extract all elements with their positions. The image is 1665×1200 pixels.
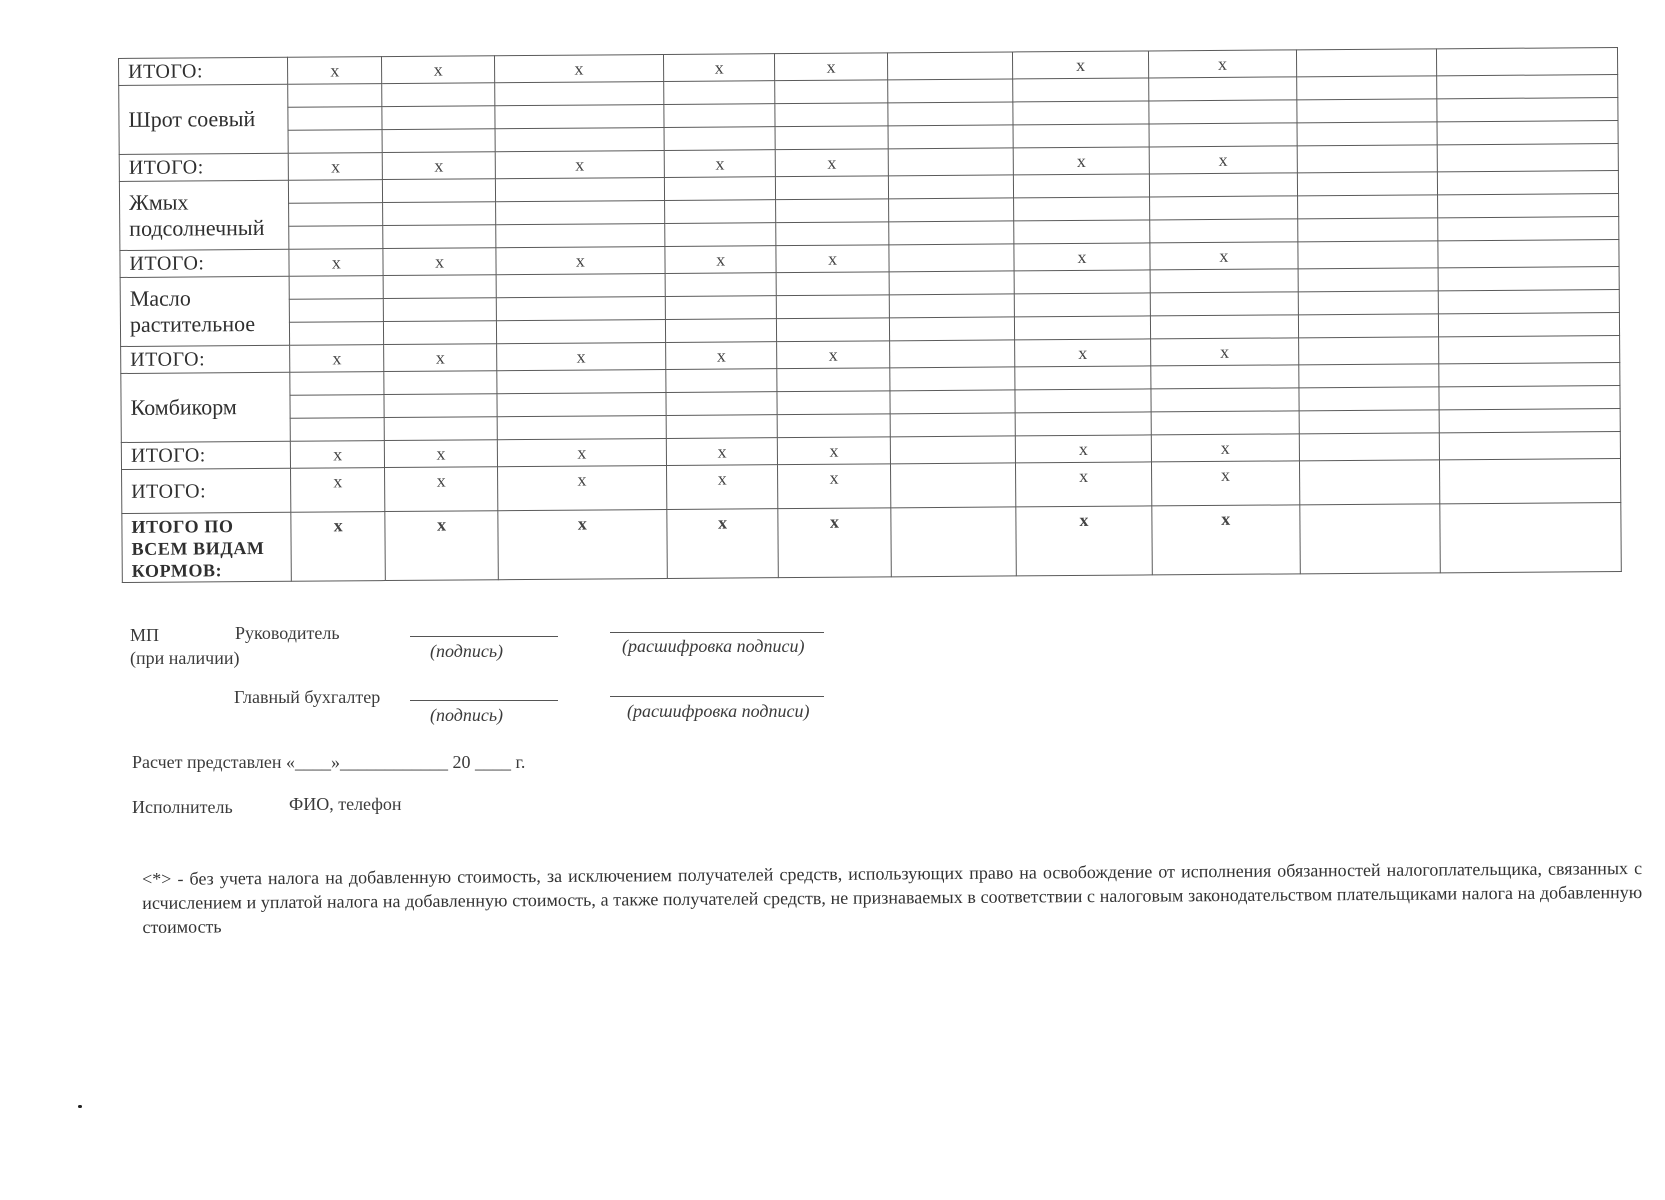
accountant-signature-caption: (подпись) [430, 705, 504, 725]
data-cell[interactable] [777, 391, 890, 415]
not-applicable-mark: x [290, 345, 384, 373]
head-decoding-caption: (расшифровка подписи) [622, 636, 805, 656]
total-value-cell[interactable] [890, 463, 1016, 508]
not-applicable-mark: x [1150, 242, 1298, 270]
data-cell[interactable] [1437, 75, 1618, 99]
data-cell[interactable] [1013, 124, 1149, 148]
data-cell[interactable] [1013, 78, 1149, 102]
not-applicable-mark: x [1015, 435, 1151, 463]
submission-date-line: Расчет представлен «____»____________ 20 ____ г. [132, 752, 526, 772]
data-cell[interactable] [1297, 99, 1437, 123]
data-cell[interactable] [1438, 267, 1619, 291]
data-cell[interactable] [888, 102, 1013, 126]
data-cell[interactable] [1299, 364, 1439, 388]
not-applicable-mark: x [775, 53, 888, 81]
not-applicable-mark: x [385, 467, 498, 512]
feed-type-label: Масло растительное [120, 276, 290, 346]
not-applicable-mark: x [495, 150, 664, 178]
data-cell[interactable] [775, 80, 888, 104]
data-cell[interactable] [776, 222, 889, 246]
data-cell[interactable] [290, 395, 384, 419]
not-applicable-mark: x [288, 153, 382, 181]
data-cell[interactable] [665, 273, 777, 297]
not-applicable-mark: x [1013, 147, 1149, 175]
total-value-cell[interactable] [888, 148, 1013, 176]
data-cell[interactable] [1439, 408, 1620, 432]
data-cell[interactable] [664, 81, 776, 105]
data-cell[interactable] [1437, 98, 1618, 122]
total-label: ИТОГО: [119, 57, 288, 85]
not-applicable-mark: x [664, 150, 776, 178]
data-cell[interactable] [1150, 219, 1298, 243]
not-applicable-mark: x [666, 438, 778, 466]
not-applicable-mark: x [289, 249, 383, 277]
data-cell[interactable] [383, 225, 496, 249]
data-cell[interactable] [664, 127, 776, 151]
data-cell[interactable] [289, 180, 383, 204]
not-applicable-mark: x [1016, 506, 1152, 576]
data-cell[interactable] [1149, 77, 1297, 101]
data-cell[interactable] [1014, 220, 1150, 244]
data-cell[interactable] [383, 275, 496, 299]
data-cell[interactable] [1149, 173, 1297, 197]
data-cell[interactable] [664, 177, 776, 201]
not-applicable-mark: x [290, 441, 384, 469]
data-cell[interactable] [495, 105, 664, 129]
data-cell[interactable] [383, 202, 496, 226]
data-cell[interactable] [1014, 270, 1150, 294]
data-cell[interactable] [290, 418, 384, 442]
data-cell[interactable] [382, 106, 495, 130]
not-applicable-mark: x [778, 464, 891, 509]
data-cell[interactable] [1297, 172, 1437, 196]
total-value-cell[interactable] [1439, 431, 1620, 459]
data-cell[interactable] [1297, 122, 1437, 146]
not-applicable-mark: x [496, 342, 665, 370]
data-cell[interactable] [382, 83, 495, 107]
data-cell[interactable] [1438, 194, 1619, 218]
total-value-cell[interactable] [1298, 241, 1438, 269]
data-cell[interactable] [495, 127, 664, 151]
data-cell[interactable] [1150, 196, 1298, 220]
total-value-cell[interactable] [889, 340, 1014, 368]
data-cell[interactable] [1298, 268, 1438, 292]
total-label: ИТОГО: [121, 441, 290, 469]
data-cell[interactable] [1299, 387, 1439, 411]
not-applicable-mark: x [288, 57, 382, 85]
data-cell[interactable] [1439, 385, 1620, 409]
data-cell[interactable] [384, 371, 497, 395]
data-cell[interactable] [890, 413, 1015, 437]
data-cell[interactable] [1015, 389, 1151, 413]
feed-type-label: Комбикорм [121, 372, 291, 442]
not-applicable-mark: x [494, 55, 663, 83]
head-signature-caption: (подпись) [430, 641, 504, 661]
executor-value: ФИО, телефон [289, 794, 402, 814]
not-applicable-mark: x [382, 56, 495, 84]
data-cell[interactable] [1150, 315, 1298, 339]
data-cell[interactable] [496, 223, 665, 247]
data-cell[interactable] [1298, 314, 1438, 338]
not-applicable-mark: x [667, 509, 779, 579]
total-value-cell[interactable] [890, 436, 1015, 464]
total-value-cell[interactable] [1437, 144, 1618, 172]
not-applicable-mark: x [1151, 338, 1299, 366]
data-cell[interactable] [1015, 412, 1151, 436]
total-label: ИТОГО: [122, 468, 291, 513]
data-cell[interactable] [1299, 410, 1439, 434]
data-cell[interactable] [288, 84, 382, 108]
accountant-decoding-caption: (расшифровка подписи) [627, 701, 810, 721]
not-applicable-mark: x [1151, 461, 1299, 506]
mp-note: (при наличии) [130, 648, 240, 668]
not-applicable-mark: x [496, 246, 665, 274]
total-label: ИТОГО ПО ВСЕМ ВИДАМ КОРМОВ: [122, 512, 292, 582]
data-cell[interactable] [383, 179, 496, 203]
not-applicable-mark: x [776, 245, 889, 273]
not-applicable-mark: x [778, 508, 891, 578]
table-body [119, 48, 1622, 583]
data-cell[interactable] [1014, 293, 1150, 317]
total-value-cell[interactable] [891, 507, 1017, 577]
total-value-cell[interactable] [1440, 502, 1622, 572]
feed-table-container [118, 47, 1622, 583]
data-cell[interactable] [289, 299, 383, 323]
total-label: ИТОГО: [121, 345, 290, 373]
not-applicable-mark: x [383, 152, 496, 180]
not-applicable-mark: x [666, 342, 778, 370]
mp-label: МП [130, 625, 160, 645]
data-cell[interactable] [496, 319, 665, 343]
total-label: ИТОГО: [119, 153, 288, 181]
not-applicable-mark: x [776, 149, 889, 177]
data-cell[interactable] [1151, 388, 1299, 412]
head-signature-line[interactable] [410, 636, 558, 637]
not-applicable-mark: x [778, 437, 891, 465]
data-cell[interactable] [889, 294, 1014, 318]
data-cell[interactable] [384, 321, 497, 345]
data-cell[interactable] [888, 125, 1013, 149]
data-cell[interactable] [496, 296, 665, 320]
not-applicable-mark: x [1149, 146, 1297, 174]
feed-type-label: Жмых подсолнечный [119, 180, 289, 250]
total-value-cell[interactable] [1299, 433, 1439, 461]
data-cell[interactable] [384, 298, 497, 322]
data-cell[interactable] [1438, 217, 1619, 241]
not-applicable-mark: x [1012, 51, 1148, 79]
not-applicable-mark: x [385, 440, 498, 468]
head-decoding-line[interactable] [610, 632, 824, 633]
data-cell[interactable] [777, 295, 890, 319]
not-applicable-mark: x [1148, 50, 1296, 78]
data-cell[interactable] [889, 317, 1014, 341]
not-applicable-mark: x [1152, 505, 1300, 575]
data-cell[interactable] [497, 369, 666, 393]
data-cell[interactable] [288, 107, 382, 131]
data-cell[interactable] [776, 176, 889, 200]
data-cell[interactable] [1437, 121, 1618, 145]
data-cell[interactable] [1013, 101, 1149, 125]
data-cell[interactable] [290, 322, 384, 346]
data-cell[interactable] [775, 126, 888, 150]
data-cell[interactable] [777, 414, 890, 438]
data-cell[interactable] [1439, 362, 1620, 386]
total-value-cell[interactable] [1300, 504, 1441, 574]
data-cell[interactable] [1014, 316, 1150, 340]
data-cell[interactable] [496, 273, 665, 297]
total-row [122, 502, 1621, 582]
data-cell[interactable] [777, 318, 890, 342]
data-cell[interactable] [776, 272, 889, 296]
data-cell[interactable] [1297, 218, 1437, 242]
data-cell[interactable] [1013, 174, 1149, 198]
data-cell[interactable] [1150, 292, 1298, 316]
not-applicable-mark: x [777, 341, 890, 369]
not-applicable-mark: x [663, 54, 775, 82]
data-cell[interactable] [497, 392, 666, 416]
data-cell[interactable] [887, 79, 1012, 103]
data-cell[interactable] [664, 104, 776, 128]
data-cell[interactable] [289, 226, 383, 250]
data-cell[interactable] [1438, 290, 1619, 314]
total-value-cell[interactable] [1299, 460, 1440, 505]
data-cell[interactable] [666, 392, 778, 416]
not-applicable-mark: x [1015, 339, 1151, 367]
scan-speck [78, 1105, 82, 1108]
data-cell[interactable] [777, 368, 890, 392]
data-cell[interactable] [1015, 366, 1151, 390]
data-cell[interactable] [888, 198, 1013, 222]
not-applicable-mark: x [1151, 434, 1299, 462]
data-cell[interactable] [890, 367, 1015, 391]
data-cell[interactable] [890, 390, 1015, 414]
total-value-cell[interactable] [1439, 336, 1620, 364]
accountant-signature-line[interactable] [410, 700, 558, 701]
total-value-cell[interactable] [889, 244, 1014, 272]
not-applicable-mark: x [498, 509, 668, 579]
not-applicable-mark: x [1016, 462, 1152, 507]
data-cell[interactable] [665, 200, 777, 224]
accountant-decoding-line[interactable] [610, 696, 824, 697]
data-cell[interactable] [1149, 100, 1297, 124]
data-cell[interactable] [1014, 197, 1150, 221]
data-cell[interactable] [1149, 123, 1297, 147]
data-cell[interactable] [665, 296, 777, 320]
total-label: ИТОГО: [120, 249, 289, 277]
not-applicable-mark: x [383, 248, 496, 276]
data-cell[interactable] [385, 417, 498, 441]
data-cell[interactable] [665, 223, 777, 247]
not-applicable-mark: x [385, 511, 498, 581]
data-cell[interactable] [1150, 269, 1298, 293]
head-label: Руководитель [235, 623, 340, 643]
data-cell[interactable] [1298, 291, 1438, 315]
feed-type-label: Шрот соевый [119, 84, 289, 154]
total-value-cell[interactable] [1436, 48, 1617, 76]
chief-accountant-label: Главный бухгалтер [234, 687, 381, 707]
data-cell[interactable] [1438, 313, 1619, 337]
not-applicable-mark: x [666, 465, 778, 510]
data-cell[interactable] [384, 394, 497, 418]
not-applicable-mark: x [384, 344, 497, 372]
not-applicable-mark: x [665, 246, 777, 274]
data-cell[interactable] [665, 319, 777, 343]
data-cell[interactable] [382, 129, 495, 153]
total-value-cell[interactable] [887, 52, 1012, 80]
data-cell[interactable] [1297, 195, 1437, 219]
data-cell[interactable] [666, 415, 778, 439]
data-cell[interactable] [1296, 76, 1436, 100]
data-cell[interactable] [289, 203, 383, 227]
data-cell[interactable] [495, 200, 664, 224]
total-value-cell[interactable] [1298, 337, 1438, 365]
data-cell[interactable] [290, 372, 384, 396]
not-applicable-mark: x [497, 465, 666, 510]
data-cell[interactable] [1437, 171, 1618, 195]
not-applicable-mark: x [497, 438, 666, 466]
data-cell[interactable] [889, 271, 1014, 295]
executor-label: Исполнитель [132, 797, 233, 817]
total-value-cell[interactable] [1296, 49, 1436, 77]
data-cell[interactable] [888, 221, 1013, 245]
data-cell[interactable] [776, 199, 889, 223]
not-applicable-mark: x [1014, 243, 1150, 271]
vat-footnote: <*> - без учета налога на добавленную стоимость, за исключением получателей средств, использующих право на освобождение от исполнения обязанностей налогоплательщика, связанных с исчислением и уплатой налога на добавленную стоимость, а также получателей средств, не признаваемых в соответствии с налоговым законодательством плательщиками налога на добавленную стоимость [142, 858, 1643, 937]
not-applicable-mark: x [291, 512, 386, 582]
data-cell[interactable] [495, 177, 664, 201]
total-value-cell[interactable] [1297, 145, 1437, 173]
data-cell[interactable] [289, 276, 383, 300]
not-applicable-mark: x [291, 468, 386, 513]
total-value-cell[interactable] [1438, 240, 1619, 268]
total-value-cell[interactable] [1439, 458, 1620, 503]
data-cell[interactable] [1151, 411, 1299, 435]
data-cell[interactable] [1151, 365, 1299, 389]
data-cell[interactable] [888, 175, 1013, 199]
data-cell[interactable] [497, 415, 666, 439]
data-cell[interactable] [775, 103, 888, 127]
data-cell[interactable] [495, 82, 664, 106]
data-cell[interactable] [288, 130, 382, 154]
data-cell[interactable] [666, 369, 778, 393]
feed-calculation-table [118, 47, 1622, 583]
